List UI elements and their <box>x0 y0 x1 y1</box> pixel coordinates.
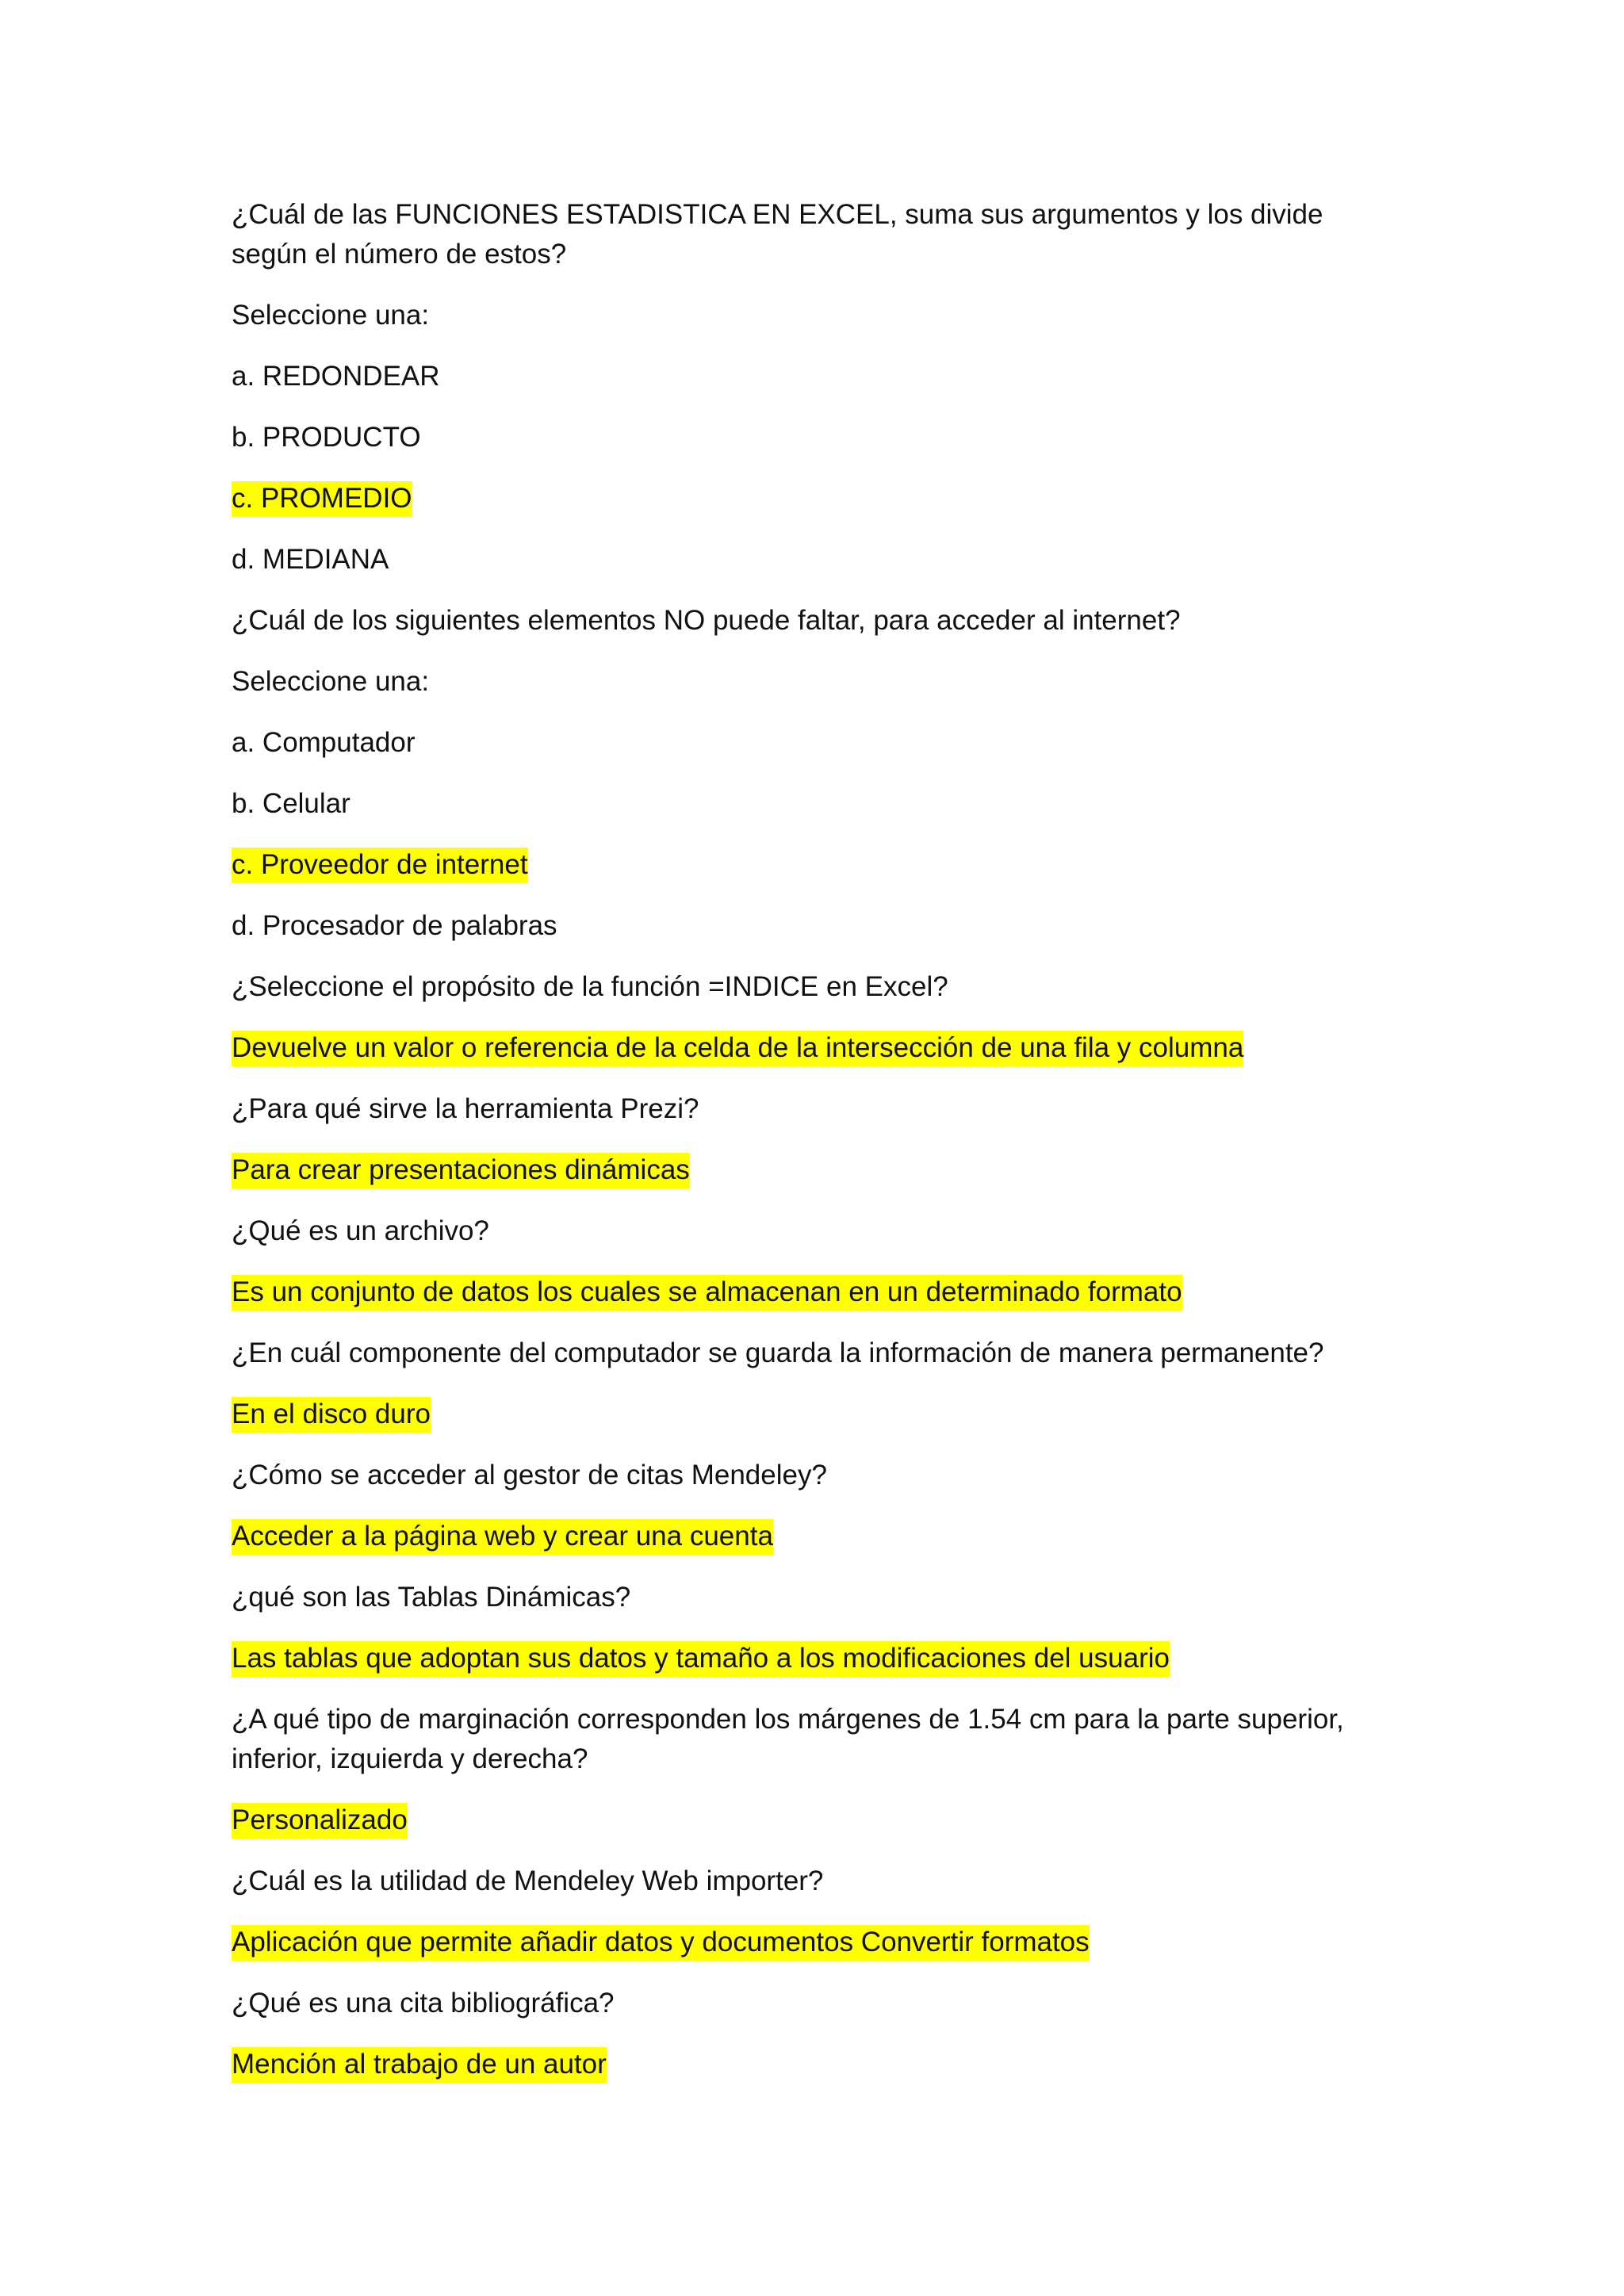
highlighted-answer: c. PROMEDIO <box>232 481 412 517</box>
answer-7 <box>232 1517 1373 1556</box>
answer-2 <box>232 845 1373 885</box>
option-1a: a. REDONDEAR <box>232 361 440 392</box>
option-2d: d. Procesador de palabras <box>232 910 557 941</box>
prompt-select-2: Seleccione una: <box>232 666 430 697</box>
highlighted-answer: Acceder a la página web y crear una cuenta <box>232 1519 773 1555</box>
question-1-text: ¿Cuál de las FUNCIONES ESTADISTICA EN EXCEL, suma sus argumentos y los divide según el número de estos? <box>232 199 1323 270</box>
question-2: ¿Cuál de los siguientes elementos NO puede faltar, para acceder al internet? <box>232 605 1181 636</box>
answer-5 <box>232 1272 1373 1312</box>
question-8: ¿qué son las Tablas Dinámicas? <box>232 1582 631 1613</box>
option-2a: a. Computador <box>232 727 416 758</box>
answer-11 <box>232 2045 1373 2084</box>
prompt-select-1: Seleccione una: <box>232 300 430 331</box>
highlighted-answer: En el disco duro <box>232 1397 431 1433</box>
question-6: ¿En cuál componente del computador se guarda la información de manera permanente? <box>232 1337 1324 1368</box>
question-7: ¿Cómo se acceder al gestor de citas Mendeley? <box>232 1460 827 1490</box>
answer-3 <box>232 1028 1373 1068</box>
highlighted-answer: Para crear presentaciones dinámicas <box>232 1153 690 1188</box>
answer-9 <box>232 1800 1373 1840</box>
document-body <box>232 195 1373 2106</box>
answer-10 <box>232 1923 1373 1962</box>
question-3: ¿Seleccione el propósito de la función =INDICE en Excel? <box>232 971 948 1002</box>
option-1d: d. MEDIANA <box>232 544 389 575</box>
highlighted-answer: Personalizado <box>232 1803 408 1839</box>
highlighted-answer: Devuelve un valor o referencia de la celda de la intersección de una fila y columna <box>232 1031 1243 1066</box>
highlighted-answer: Las tablas que adoptan sus datos y tamaño a los modificaciones del usuario <box>232 1641 1170 1677</box>
question-1 <box>232 195 1373 274</box>
option-2b: b. Celular <box>232 788 350 819</box>
answer-8 <box>232 1639 1373 1678</box>
question-10: ¿Cuál es la utilidad de Mendeley Web importer? <box>232 1866 824 1896</box>
answer-4 <box>232 1150 1373 1190</box>
highlighted-answer: Mención al trabajo de un autor <box>232 2047 607 2083</box>
answer-1 <box>232 479 1373 519</box>
highlighted-answer: Es un conjunto de datos los cuales se almacenan en un determinado formato <box>232 1275 1182 1311</box>
question-9: ¿A qué tipo de marginación corresponden los márgenes de 1.54 cm para la parte superior, inferior, izquierda y derecha? <box>232 1704 1344 1774</box>
question-11: ¿Qué es una cita bibliográfica? <box>232 1988 615 2019</box>
highlighted-answer: c. Proveedor de internet <box>232 848 528 883</box>
answer-6 <box>232 1395 1373 1434</box>
question-5: ¿Qué es un archivo? <box>232 1215 489 1246</box>
option-1b: b. PRODUCTO <box>232 422 421 453</box>
highlighted-answer: Aplicación que permite añadir datos y documentos Convertir formatos <box>232 1925 1090 1961</box>
question-4: ¿Para qué sirve la herramienta Prezi? <box>232 1093 699 1124</box>
